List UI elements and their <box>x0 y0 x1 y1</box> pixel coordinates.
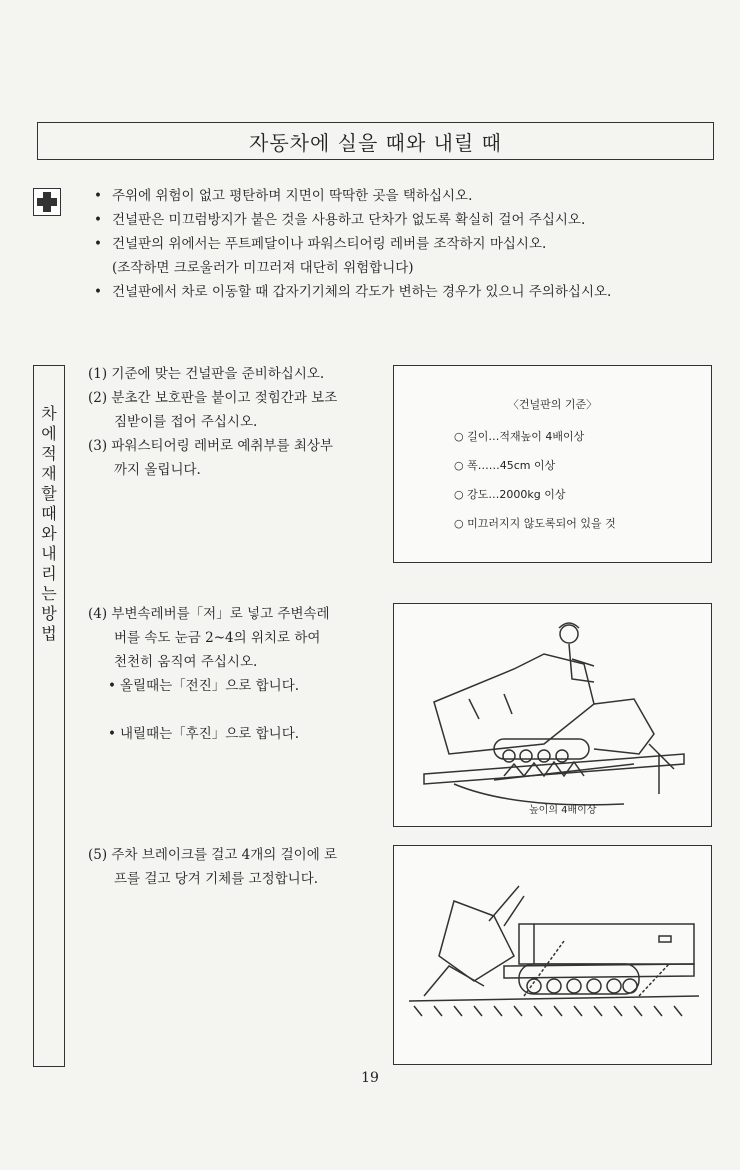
warning-item: • 건널판의 위에서는 푸트페달이나 파워스티어링 레버를 조작하지 마십시오. <box>92 232 702 256</box>
ramp-standard-box <box>393 365 712 563</box>
steps-group-2 <box>88 602 336 746</box>
warning-item: • 건널판에서 차로 이동할 때 갑자기기체의 각도가 변하는 경우가 있으니 주의하십시오. <box>92 280 702 304</box>
standard-item: ○ 폭……45cm 이상 <box>454 451 616 480</box>
standard-item: ○ 강도…2000kg 이상 <box>454 480 616 509</box>
step-1: (1) 기준에 맞는 건널판을 준비하십시오. <box>88 366 325 382</box>
first-aid-cross-icon <box>33 188 61 216</box>
combine-on-truck-illustration <box>394 846 711 1064</box>
standard-title: 〈건널판의 기준〉 <box>507 398 598 411</box>
standard-item: ○ 미끄러지지 않도록되어 있을 것 <box>454 509 616 538</box>
step-4-reverse: • 내릴때는「후진」으로 합니다. <box>88 722 336 746</box>
page-title: 자동차에 실을 때와 내릴 때 <box>37 122 714 160</box>
step-4: (4) 부변속레버를「저」로 넣고 주변속레버를 속도 눈금 2~4의 위치로 하여 천천히 움직여 주십시오. <box>88 606 330 670</box>
loading-illustration-frame <box>393 603 712 827</box>
step-5: (5) 주차 브레이크를 걸고 4개의 걸이에 로프를 걸고 당겨 기체를 고정합니다. <box>88 847 338 887</box>
step-4-forward: • 올릴때는「전진」으로 합니다. <box>88 674 336 698</box>
steps-group-3 <box>88 843 338 891</box>
standard-list <box>454 422 616 538</box>
standard-item: ○ 길이…적재높이 4배이상 <box>454 422 616 451</box>
step-2: (2) 분초간 보호판을 붙이고 젖힘간과 보조짐받이를 접어 주십시오. <box>88 390 338 430</box>
ramp-caption: 높이의 4배이상 <box>529 805 597 816</box>
warning-item: • 건널판은 미끄럼방지가 붙은 것을 사용하고 단차가 없도록 확실히 걸어 주십시오. <box>92 208 702 232</box>
page-number: 19 <box>361 1070 379 1086</box>
warning-list <box>92 184 702 304</box>
steps-group-1 <box>88 362 338 482</box>
warning-item: • 주위에 위험이 없고 평탄하며 지면이 딱딱한 곳을 택하십시오. <box>92 184 702 208</box>
side-label: 차에 적재할때와 내리는 방법 <box>41 404 57 643</box>
step-3: (3) 파워스티어링 레버로 예취부를 최상부까지 올립니다. <box>88 438 333 478</box>
tiedown-illustration-frame <box>393 845 712 1065</box>
side-label-box <box>33 365 65 1067</box>
warning-note: (조작하면 크로울러가 미끄러져 대단히 위험합니다) <box>112 260 414 276</box>
combine-on-ramp-illustration <box>394 604 711 826</box>
